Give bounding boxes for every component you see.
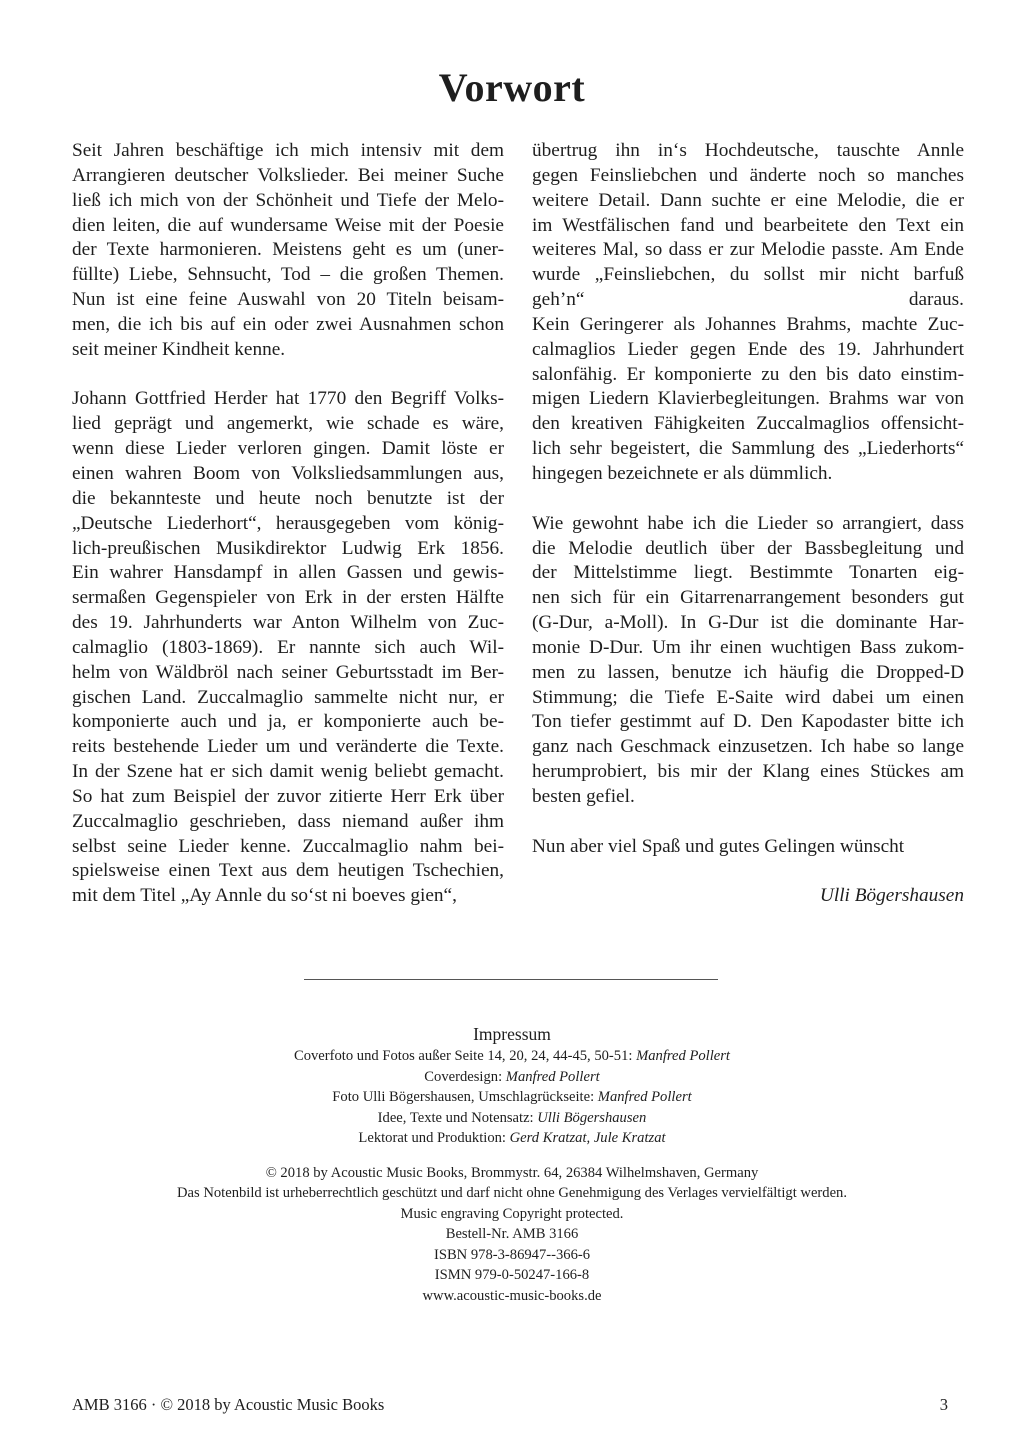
author-signature: Ulli Bögershausen — [819, 885, 964, 907]
text-line: Kein Geringerer als Johannes Brahms, machte Zuc- — [532, 313, 964, 335]
text-line: lich sehr begeistert, die Sammlung des „Liederhorts“ — [532, 438, 964, 460]
text-line: komponierte auch und ja, er komponierte auch be- — [72, 711, 504, 733]
text-line: gischen Land. Zuccalmaglio sammelte nicht nur, er — [72, 686, 504, 708]
text-line: helm von Wäldbröl nach seiner Geburtsstadt im Ber- — [72, 661, 504, 683]
separator-rule — [304, 979, 718, 980]
page-title: Vorwort — [438, 65, 586, 110]
text-line: ganz nach Geschmack einzusetzen. Ich habe so lange — [532, 736, 964, 758]
text-line: sermaßen Gegenspieler von Erk in der ersten Hälfte — [72, 587, 504, 609]
text-line: Zuccalmaglio geschrieben, dass niemand außer ihm — [72, 810, 504, 832]
credit-line — [0, 1067, 1024, 1088]
impressum-credits — [0, 1046, 1024, 1149]
text-line: (G-Dur, a-Moll). In G-Dur ist die dominante Har- — [532, 612, 964, 634]
text-line: lich-preußischen Musikdirektor Ludwig Erk 1856. — [72, 537, 504, 559]
text-line: die bekannteste und heute noch benutzte ist der — [72, 487, 504, 509]
text-line: die Melodie deutlich über der Bassbegleitung und — [532, 537, 964, 559]
text-line: seit meiner Kindheit kenne. — [72, 338, 286, 360]
text-line: salonfähig. Er komponierte zu den bis dato einstim- — [532, 363, 964, 385]
impressum-block — [0, 1022, 1024, 1306]
text-line: Nun ist eine feine Auswahl von 20 Titeln beisam- — [72, 289, 504, 311]
credit-name: Gerd Kratzat, Jule Kratzat — [509, 1130, 666, 1146]
legal-line: © 2018 by Acoustic Music Books, Brommystr. 64, 26384 Wilhelmshaven, Germany — [265, 1164, 759, 1181]
text-line: So hat zum Beispiel der zuvor zitierte Herr Erk über — [72, 785, 504, 807]
legal-line: Bestell-Nr. AMB 3166 — [445, 1226, 579, 1242]
text-line: einen wahren Boom von Volksliedsammlungen aus, — [72, 462, 504, 484]
text-line: „Deutsche Liederhort“, herausgegeben vom könig- — [72, 512, 504, 534]
text-line: weitere Detail. Dann suchte er eine Melodie, die er — [532, 189, 964, 211]
text-line: Arrangieren deutscher Volkslieder. Bei meiner Suche — [72, 164, 504, 186]
credit-label: Coverfoto und Fotos außer Seite 14, 20, 24, 44-45, 50-51: — [293, 1048, 637, 1064]
text-line: füllte) Liebe, Sehnsucht, Tod – die großen Themen. — [72, 264, 504, 286]
text-line: geh’n“ daraus. — [532, 289, 964, 311]
signature-gap — [532, 859, 964, 884]
text-line: monie D-Dur. Um ihr einen wuchtigen Bass zukom- — [532, 636, 964, 658]
impressum-heading: Impressum — [473, 1024, 551, 1044]
impressum-gap — [0, 1149, 1024, 1163]
text-line: calmaglio (1803-1869). Er nannte sich auch Wil- — [72, 636, 504, 658]
paragraph-gap — [532, 810, 964, 835]
text-line: weiteres Mal, so dass er zur Melodie passte. Am Ende — [532, 239, 964, 261]
paragraph-gap — [72, 363, 504, 388]
text-line: Ein wahrer Hansdampf in allen Gassen und gewis- — [72, 562, 504, 584]
text-line: im Westfälischen fand und bearbeitete den Text ein — [532, 214, 964, 236]
legal-line: ISMN 979-0-50247-166-8 — [434, 1267, 590, 1283]
footer-copyright: AMB 3166 · © 2018 by Acoustic Music Books — [72, 1395, 385, 1414]
text-line: dien leiten, die auf wundersame Weise mit der Poesie — [72, 214, 504, 236]
text-line: Johann Gottfried Herder hat 1770 den Begriff Volks- — [72, 388, 504, 410]
text-line: men zu lassen, benutze ich häufig die Dropped-D — [532, 661, 964, 683]
legal-line: Music engraving Copyright protected. — [400, 1205, 624, 1222]
left-text-column — [72, 139, 504, 909]
page-number: 3 — [939, 1395, 948, 1414]
impressum-legal — [0, 1163, 1024, 1307]
text-line: Ton tiefer gestimmt auf D. Den Kapodaster bitte ich — [532, 711, 964, 733]
text-line: übertrug ihn in‘s Hochdeutsche, tauschte Annle — [532, 140, 964, 161]
text-line: Wie gewohnt habe ich die Lieder so arrangiert, dass — [532, 512, 964, 534]
text-line: hingegen bezeichnete er als dümmlich. — [532, 462, 833, 484]
text-line: calmaglios Lieder gegen Ende des 19. Jahrhundert — [532, 338, 964, 360]
text-line: reits bestehende Lieder um und veränderte die Texte. — [72, 736, 504, 758]
credit-line — [0, 1128, 1024, 1149]
legal-line: www.acoustic-music-books.de — [422, 1287, 602, 1304]
credit-name: Manfred Pollert — [636, 1048, 730, 1064]
credit-line — [0, 1087, 1024, 1108]
text-line: mit dem Titel „Ay Annle du so‘st ni boeves gien“, — [72, 885, 457, 907]
credit-name: Manfred Pollert — [505, 1068, 600, 1085]
credit-line — [0, 1108, 1024, 1129]
text-line: herumprobiert, bis mir der Klang eines Stückes am — [532, 761, 964, 783]
text-line: besten gefiel. — [532, 785, 635, 807]
text-line: migen Liedern Klavierbegleitungen. Brahms war von — [532, 388, 964, 410]
text-line: selbst seine Lieder kenne. Zuccalmaglio nahm bei- — [72, 835, 504, 857]
legal-line: ISBN 978-3-86947--366-6 — [433, 1246, 591, 1263]
text-line: In der Szene hat er sich damit wenig beliebt gemacht. — [72, 761, 504, 783]
credit-label: Lektorat und Produktion: — [358, 1130, 510, 1146]
text-line: nen sich für ein Gitarrenarrangement besonders gut — [532, 587, 964, 609]
text-line: Stimmung; die Tiefe E-Saite wird dabei um einen — [532, 686, 964, 708]
paragraph-gap — [532, 487, 964, 512]
credit-label: Foto Ulli Bögershausen, Umschlagrückseite: — [332, 1089, 598, 1105]
credit-label: Coverdesign: — [424, 1068, 506, 1085]
text-line: spielsweise einen Text aus dem heutigen Tschechien, — [72, 860, 504, 882]
text-line: Nun aber viel Spaß und gutes Gelingen wünscht — [532, 835, 905, 857]
text-line: der Mittelstimme liegt. Bestimmte Tonarten eig- — [532, 562, 964, 584]
credit-name: Ulli Bögershausen — [537, 1109, 647, 1126]
text-line: wenn diese Lieder verloren gingen. Damit löste er — [72, 438, 504, 460]
text-line: wurde „Feinsliebchen, du sollst mir nicht barfuß — [532, 264, 964, 286]
legal-line: Das Notenbild ist urheberrechtlich geschützt und darf nicht ohne Genehmigung des Verlages vervielfältigt werden. — [176, 1185, 848, 1201]
text-line: den kreativen Fähigkeiten Zuccalmaglios offensicht- — [532, 413, 964, 435]
right-text-column — [532, 139, 964, 909]
credit-label: Idee, Texte und Notensatz: — [377, 1109, 538, 1126]
text-line: lied geprägt und angemerkt, wie schade es wäre, — [72, 413, 504, 435]
text-line: ließ ich mich von der Schönheit und Tiefe der Melo- — [72, 189, 504, 211]
text-line: des 19. Jahrhunderts war Anton Wilhelm von Zuc- — [72, 612, 504, 634]
text-line: der Texte harmonieren. Meistens geht es um (uner- — [72, 239, 504, 261]
text-line: men, die ich bis auf ein oder zwei Ausnahmen schon — [72, 313, 504, 335]
text-line: Seit Jahren beschäftige ich mich intensiv mit dem — [72, 140, 504, 161]
text-line: gegen Feinsliebchen und änderte noch so manches — [532, 164, 964, 186]
credit-name: Manfred Pollert — [597, 1089, 692, 1105]
credit-line — [0, 1046, 1024, 1067]
